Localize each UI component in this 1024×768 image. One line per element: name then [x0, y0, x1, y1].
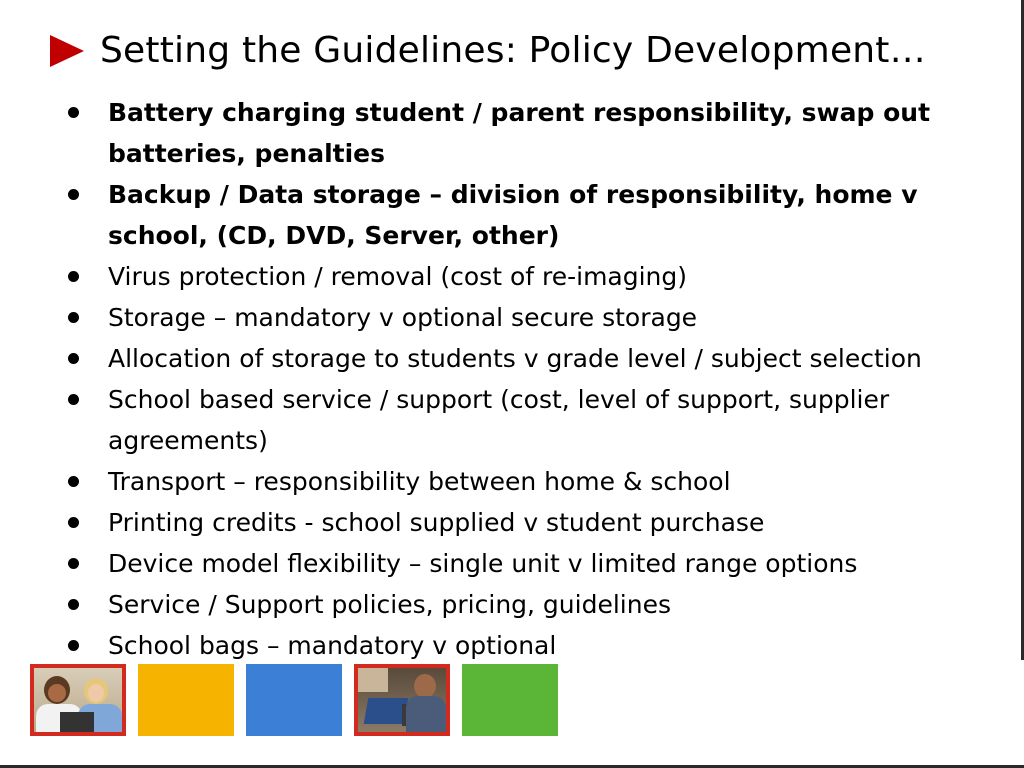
- classroom-laptop-photo: [354, 664, 450, 736]
- bullet-text: Battery charging student / parent responsibility, swap out batteries, penalties: [108, 98, 931, 168]
- bullet-dot-icon: [68, 558, 79, 569]
- bullet-list: [64, 92, 1004, 666]
- bullet-dot-icon: [68, 312, 79, 323]
- bullet-item: [64, 543, 1004, 584]
- bullet-dot-icon: [68, 599, 79, 610]
- bullet-item: [64, 502, 1004, 543]
- bullet-item: [64, 256, 1004, 297]
- bullet-text: Virus protection / removal (cost of re-imaging): [108, 262, 688, 291]
- bullet-dot-icon: [68, 640, 79, 651]
- red-triangle-arrow-icon: [50, 35, 84, 67]
- bullet-item: [64, 584, 1004, 625]
- slide-title: Setting the Guidelines: Policy Development…: [100, 30, 926, 71]
- bullet-item: [64, 379, 1004, 461]
- bullet-dot-icon: [68, 394, 79, 405]
- yellow-color-tile: [138, 664, 234, 736]
- bullet-item: [64, 461, 1004, 502]
- bullet-item: [64, 92, 1004, 174]
- bullet-dot-icon: [68, 107, 79, 118]
- bullet-dot-icon: [68, 476, 79, 487]
- bullet-text: Transport – responsibility between home & school: [108, 467, 731, 496]
- bullet-text: Device model flexibility – single unit v limited range options: [108, 549, 858, 578]
- green-color-tile: [462, 664, 558, 736]
- bullet-item: [64, 338, 1004, 379]
- bullet-dot-icon: [68, 517, 79, 528]
- bullet-text: School bags – mandatory v optional: [108, 631, 557, 660]
- slide-title-row: [50, 30, 926, 71]
- bullet-text: Backup / Data storage – division of responsibility, home v school, (CD, DVD, Server, other): [108, 180, 918, 250]
- blue-color-tile: [246, 664, 342, 736]
- footer-tile-strip: [30, 664, 558, 736]
- bullet-text: School based service / support (cost, level of support, supplier agreements): [108, 385, 890, 455]
- bullet-text: Service / Support policies, pricing, guidelines: [108, 590, 671, 619]
- students-with-laptop-photo: [30, 664, 126, 736]
- bullet-text: Allocation of storage to students v grade level / subject selection: [108, 344, 922, 373]
- bullet-text: Printing credits - school supplied v student purchase: [108, 508, 765, 537]
- bullet-item: [64, 174, 1004, 256]
- bullet-dot-icon: [68, 353, 79, 364]
- bullet-dot-icon: [68, 271, 79, 282]
- bullet-item: [64, 625, 1004, 666]
- bullet-text: Storage – mandatory v optional secure storage: [108, 303, 698, 332]
- bullet-item: [64, 297, 1004, 338]
- bullet-dot-icon: [68, 189, 79, 200]
